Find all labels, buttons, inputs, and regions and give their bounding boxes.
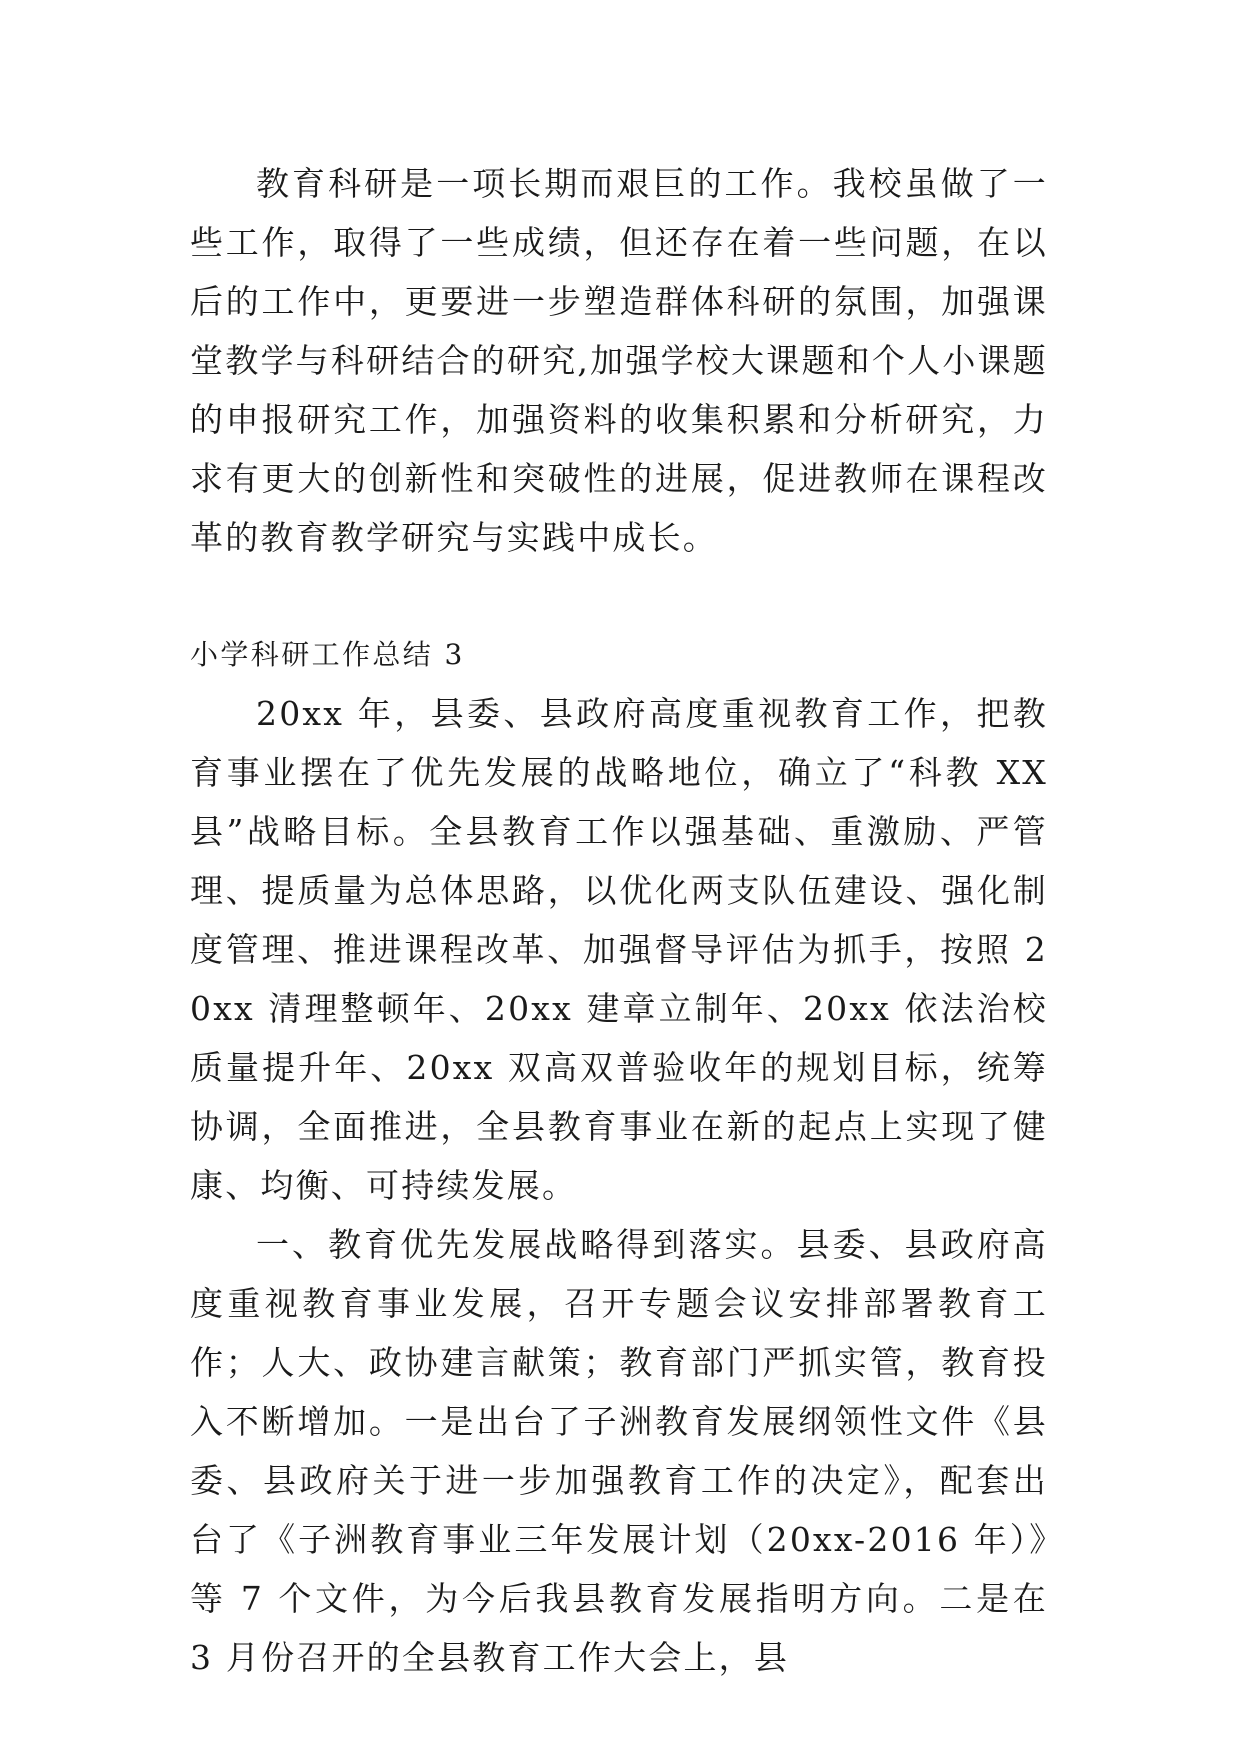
document-body [190,154,1048,1687]
paragraph-research-conclusion: 教育科研是一项长期而艰巨的工作。我校虽做了一些工作，取得了一些成绩，但还存在着一些问题，在以后的工作中，更要进一步塑造群体科研的氛围，加强课堂教学与科研结合的研究,加强学校大课题和个人小课题的申报研究工作，加强资料的收集积累和分析研究，力求有更大的创新性和突破性的进展，促进教师在课程改革的教育教学研究与实践中成长。 [190,164,1048,557]
paragraph-priority-strategy: 一、教育优先发展战略得到落实。县委、县政府高度重视教育事业发展，召开专题会议安排部署教育工作；人大、政协建言献策；教育部门严抓实管，教育投入不断增加。一是出台了子洲教育发展纲领性文件《县委、县政府关于进一步加强教育工作的决定》，配套出台了《子洲教育事业三年发展计划（20xx-2016 年）》等 7 个文件，为今后我县教育发展指明方向。二是在 3 月份召开的全县教育工作大会上，县 [190,1225,1048,1677]
section-heading: 小学科研工作总结 3 [190,638,465,671]
paragraph-county-education-overview: 20xx 年，县委、县政府高度重视教育工作，把教育事业摆在了优先发展的战略地位，确立了“科教 XX 县”战略目标。全县教育工作以强基础、重激励、严管理、提质量为总体思路，以优化两支队伍建设、强化制度管理、推进课程改革、加强督导评估为抓手，按照 20xx 清理整顿年、20xx 建章立制年、20xx 依法治校质量提升年、20xx 双高双普验收年的规划目标，统筹协调，全面推进，全县教育事业在新的起点上实现了健康、均衡、可持续发展。 [190,694,1048,1205]
